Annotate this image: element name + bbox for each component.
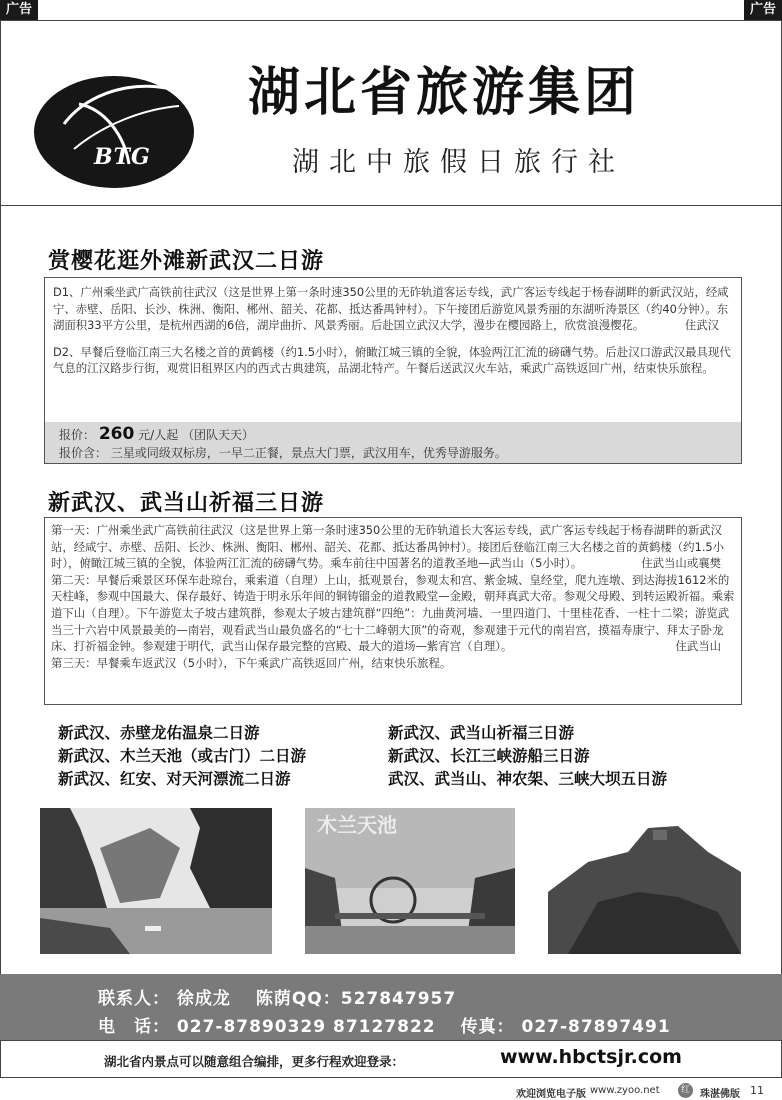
tour2-title: 新武汉、武当山祈福三日游 <box>48 491 325 516</box>
phone-numbers: 027-87890329 87127822 <box>176 1017 436 1037</box>
contact-row <box>98 984 456 1009</box>
photo-wudang-mountain <box>548 822 741 954</box>
day-stay: 住武汉 <box>684 318 719 333</box>
tour2-day2 <box>51 572 735 655</box>
phone-row <box>98 1012 671 1037</box>
edition-badge: 红 <box>678 1083 693 1098</box>
tour1-day1 <box>53 284 733 334</box>
page-number: 11 <box>750 1084 764 1097</box>
day-stay: 住武当山 <box>675 639 721 654</box>
route-item: 新武汉、武当山祈福三日游 <box>388 724 575 742</box>
day-stay: 住武当山或襄樊 <box>641 556 721 571</box>
route-item: 新武汉、长江三峡游船三日游 <box>388 747 590 765</box>
day-text: 早餐后乘景区环保车赴琼台，乘索道（自理）上山，抵观景台，参观太和宫、紫金城、皇经堂，爬九连墩、到达海拔1612米的天柱峰，参观中国最大、保存最好、铸造于明永乐年间的铜铸镏金的道教殿堂—金殿，朝拜真武大帝。参观父母殿、到转运殿祈福。乘索道下山（自理）。下午游览太子坡古建筑群，参观太子坡古建筑群“四绝”：九曲黄河墙、一里四道门、十里桂花香、一柱十二梁；游览武当三十六岩中风景最美的—南岩，观看武当山最负盛名的“七十二峰朝大顶”的奇观，参观建于元代的南岩宫，摸福寿康宁、拜太子卧龙床、打祈福金钟。参观建于明代，武当山保存最完整的宫殿、最大的道场—紫宵宫（自理）。 <box>51 572 735 654</box>
tour2-day3 <box>51 655 735 672</box>
photo-three-gorges <box>40 808 272 954</box>
group-name: 湖北省旅游集团 <box>248 63 641 123</box>
fax-number: 027-87897491 <box>521 1017 671 1037</box>
route-col-right <box>388 722 667 791</box>
contact-person1: 徐成龙 <box>176 989 231 1009</box>
phone-label: 电 话： <box>98 1017 170 1037</box>
price-label: 报价： <box>59 428 96 442</box>
tour2-itinerary <box>44 517 742 705</box>
day-text: 早餐乘车返武汉（5小时），下午乘武广高铁返回广州，结束快乐旅程。 <box>96 655 452 670</box>
tour1-day2 <box>53 344 733 377</box>
photo-mulan-tianchi <box>305 808 515 954</box>
tour1-itinerary <box>44 277 742 423</box>
day-text: 广州乘坐武广高铁前往武汉（这是世界上第一条时速350公里的无砟轨道客运专线，武广客运专线起于杨春湖畔的新武汉站，经咸宁、赤壁、岳阳、长沙、株洲、衡阳、郴州、韶关、花都、抵达番禺钟村）。下午接团后游览风景秀丽的东湖听涛景区（约40分钟）。东湖面积33平方公里，是杭州西湖的6倍，湖岸曲折、风景秀丽。后赴国立武汉大学，漫步在樱园路上，欣赏浪漫樱花。 <box>53 285 729 333</box>
day-label: D1、 <box>53 285 81 299</box>
day-label: 第一天： <box>51 523 97 537</box>
logo-ellipse-icon <box>34 64 194 200</box>
price-value: 260 <box>98 424 135 444</box>
day-text: 广州乘坐武广高铁前往武汉（这是世界上第一条时速350公里的无砟轨道长大客运专线，武广客运专线起于杨春湖畔的新武汉站，经咸宁、赤壁、岳阳、长沙、株洲、衡阳、郴州、韶关、花都、抵达番禺钟村）。接团后登临江南三大名楼之首的黄鹤楼（约1.5小时），俯瞰江城三镇的全貌，体验两江汇流的磅礴气势。乘车前往中国著名的道教圣地—武当山（5小时）。 <box>51 523 725 571</box>
footer-line <box>0 1040 782 1076</box>
page-footer <box>0 1080 782 1100</box>
route-item: 新武汉、木兰天池（或古门）二日游 <box>58 747 307 765</box>
contact-person2: 陈荫QQ：527847957 <box>255 989 457 1009</box>
route-item: 新武汉、赤壁龙佑温泉二日游 <box>58 724 260 742</box>
ad-tag-left: 广告 <box>0 0 38 20</box>
footer-note: 湖北省内景点可以随意组合编排，更多行程欢迎登录： <box>104 1054 405 1069</box>
day-label: 第三天： <box>51 655 97 670</box>
includes-text: 三星或同级双标房，一早二正餐，景点大门票，武汉用车，优秀导游服务。 <box>110 446 507 460</box>
price-unit: 元/人起 （团队天天） <box>138 428 255 442</box>
website-link[interactable]: www.hbctsjr.com <box>500 1046 682 1068</box>
day-text: 早餐后登临江南三大名楼之首的黄鹤楼（约1.5小时），俯瞰江城三镇的全貌，体验两江汇流的磅礴气势。后赴汉口游武汉最具现代气息的江汉路步行街，观赏旧租界区内的西式古典建筑，品湖北特产。午餐后送武汉火车站，乘武广高铁返回广州，结束快乐旅程。 <box>53 344 731 376</box>
contact-person-label: 联系人： <box>98 989 170 1009</box>
agency-name: 湖北中旅假日旅行社 <box>292 147 625 178</box>
welcome-text: 欢迎浏览电子版 <box>516 1089 586 1100</box>
ad-tag-right: 广告 <box>744 0 782 20</box>
day-label: D2、 <box>53 344 81 359</box>
btg-logo <box>34 64 194 200</box>
route-col-left <box>58 722 306 791</box>
day-label: 第二天： <box>51 572 97 587</box>
tour1-title: 赏樱花逛外滩新武汉二日游 <box>48 249 325 274</box>
contact-bar <box>0 974 782 1040</box>
route-item: 武汉、武当山、神农架、三峡大坝五日游 <box>388 770 668 788</box>
includes-label: 报价含： <box>59 446 108 460</box>
photo-sign-text: 木兰天池 <box>317 813 397 837</box>
tour2-day1 <box>51 522 735 572</box>
site-link[interactable]: www.zyoo.net <box>590 1085 660 1096</box>
edition-name: 珠湛佛版 <box>700 1089 740 1100</box>
fax-label: 传真： <box>460 1017 515 1037</box>
logo-text: BTG <box>94 144 151 170</box>
route-item: 新武汉、红安、对天河漂流二日游 <box>58 770 291 788</box>
tour1-price-bar <box>44 422 742 464</box>
header <box>0 20 782 206</box>
